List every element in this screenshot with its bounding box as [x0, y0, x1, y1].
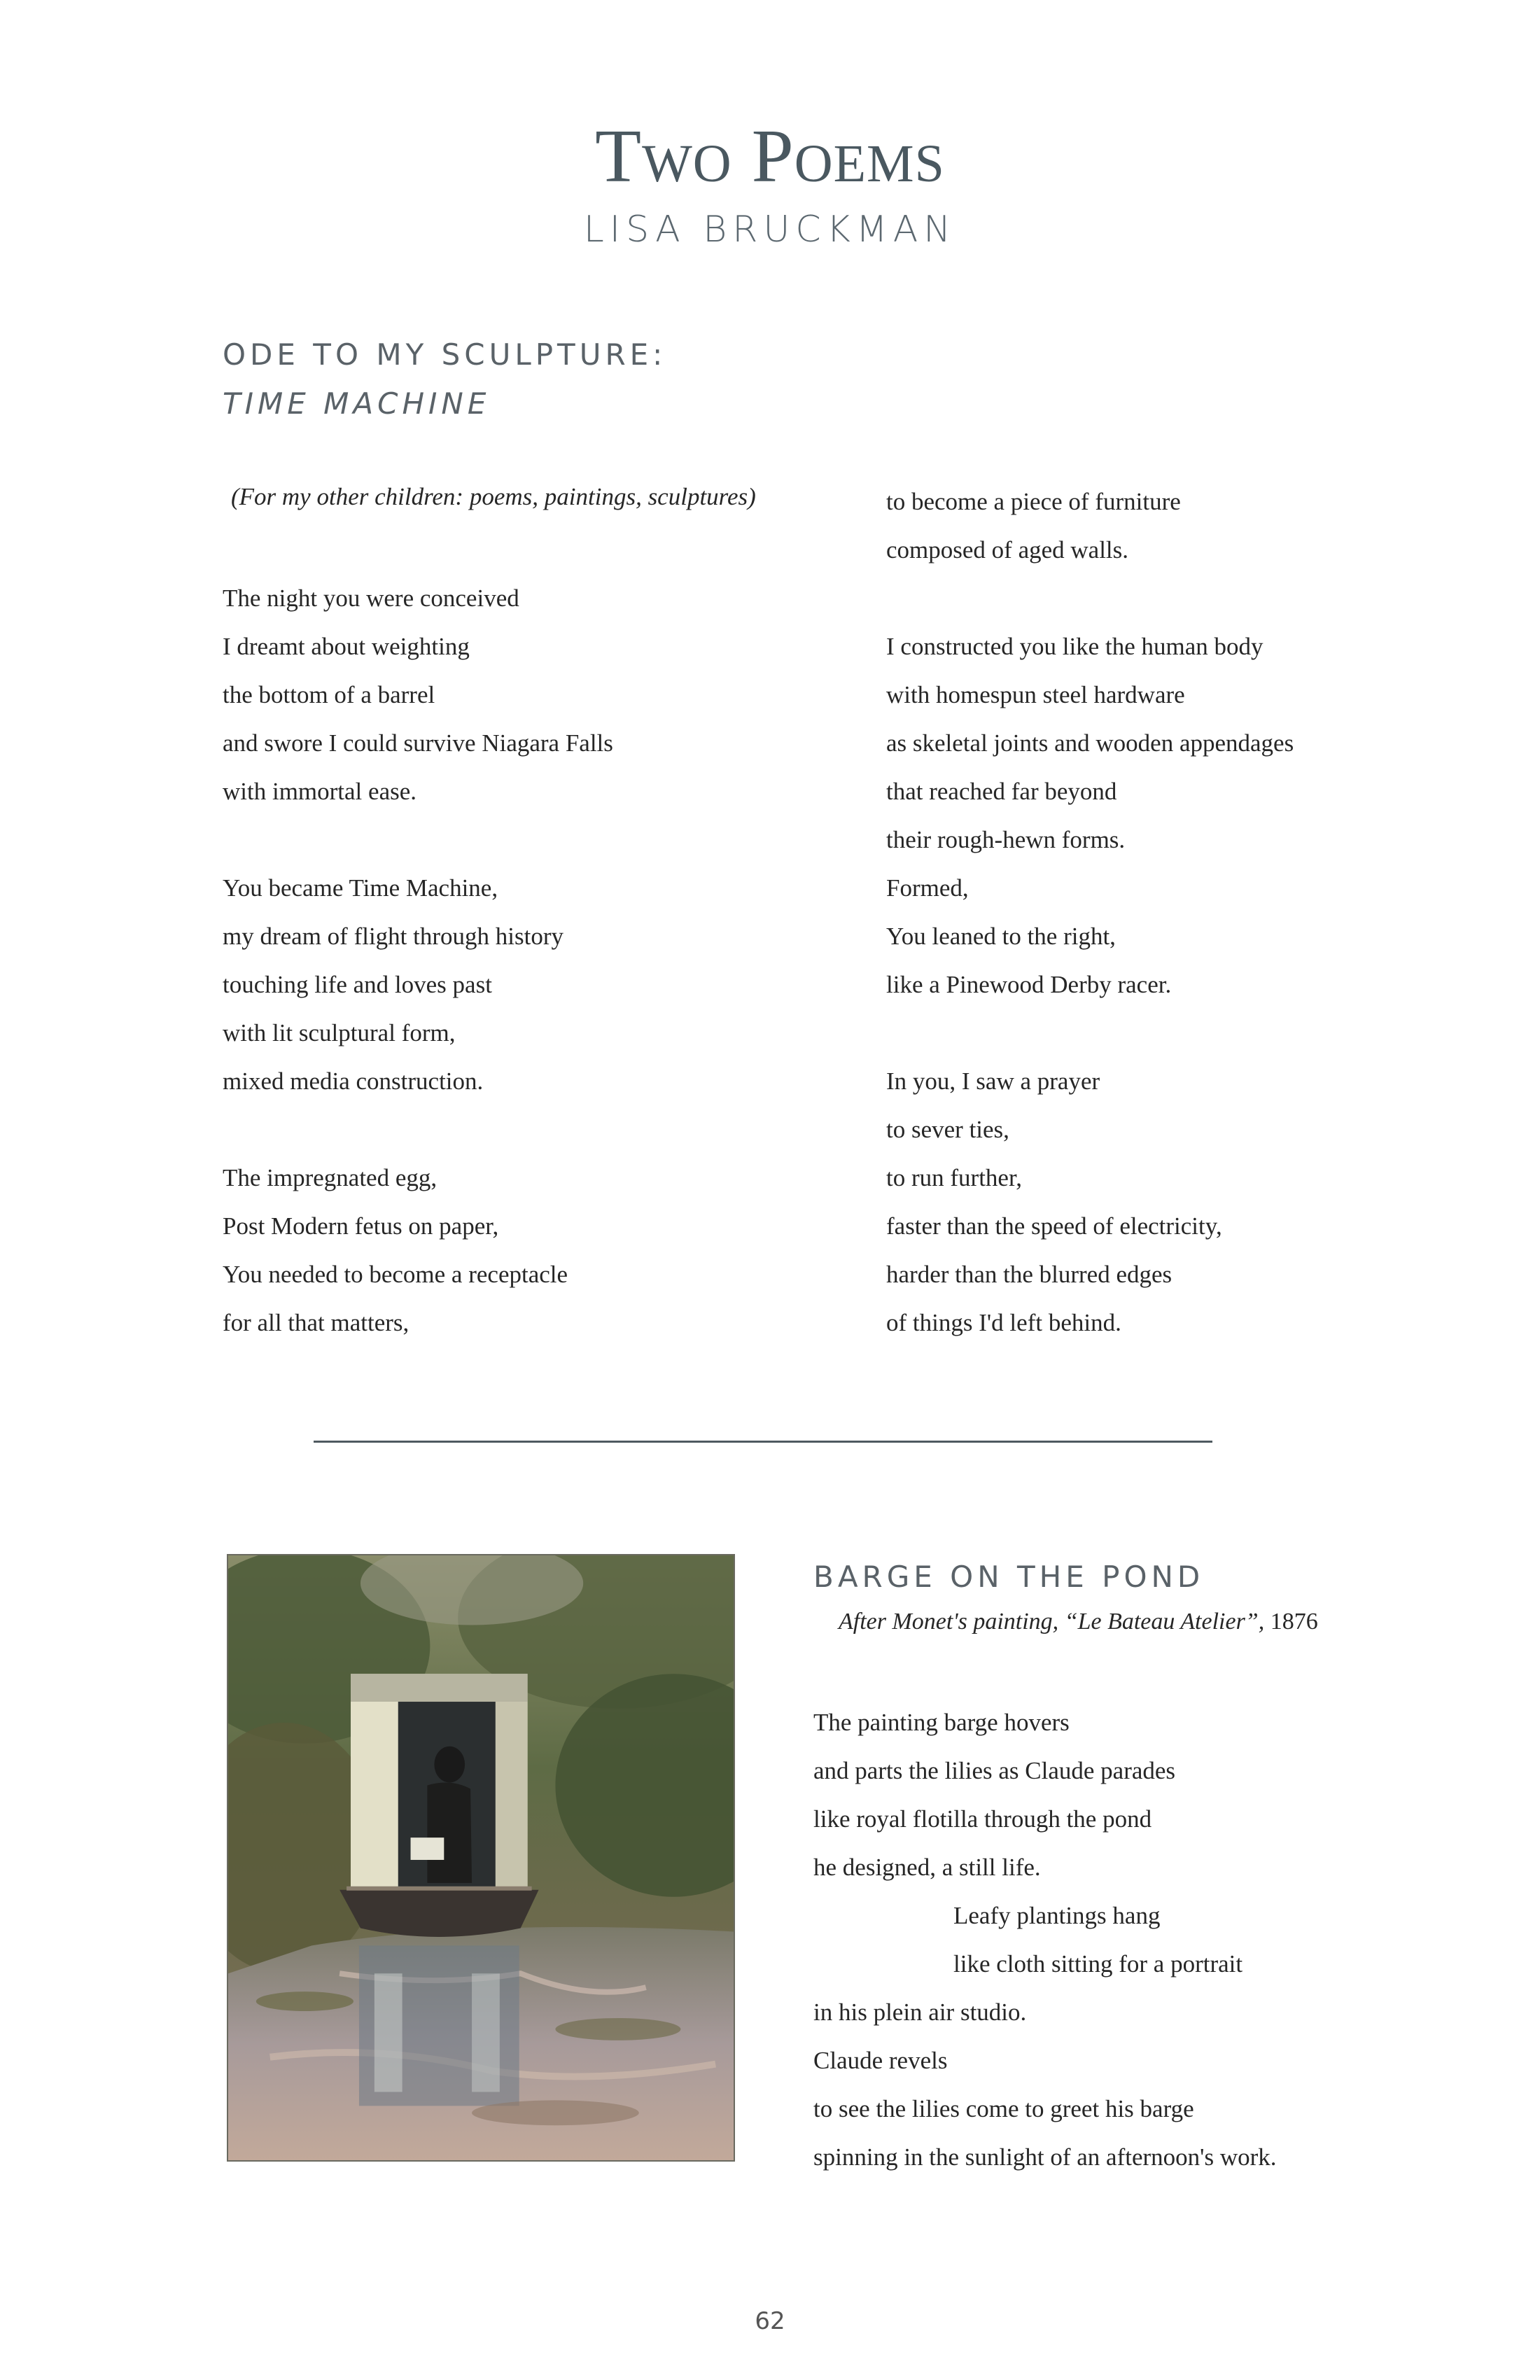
poem-line: their rough-hewn forms. [886, 826, 1126, 853]
page-number: 62 [755, 2307, 785, 2335]
stanza-break [886, 574, 1294, 622]
poem-line: faster than the speed of electricity, [886, 1212, 1222, 1240]
poem-line: The night you were conceived [223, 584, 519, 612]
poem-line: You leaned to the right, [886, 923, 1116, 950]
epigraph-year: 1876 [1270, 1609, 1318, 1634]
poem-line: Leafy plantings hang [953, 1902, 1161, 1929]
poem-line: I dreamt about weighting [223, 633, 470, 660]
poem-line: to run further, [886, 1164, 1022, 1191]
poem-line: and parts the lilies as Claude parades [813, 1757, 1176, 1784]
poem-line: my dream of flight through history [223, 923, 564, 950]
poem-line: for all that matters, [223, 1309, 410, 1336]
poem-line: harder than the blurred edges [886, 1261, 1172, 1288]
poem-line: in his plein air studio. [813, 1998, 1027, 2026]
poem-line: spinning in the sunlight of an afternoon's work. [813, 2143, 1277, 2171]
poem-line: Formed, [886, 874, 969, 902]
poem-line: The painting barge hovers [813, 1709, 1070, 1736]
poem-line: In you, I saw a prayer [886, 1068, 1100, 1095]
poem-line: to sever ties, [886, 1116, 1009, 1143]
poem1-title-line1: ODE TO MY SCULPTURE: [223, 337, 667, 372]
poem2-title: BARGE ON THE POND [813, 1560, 1205, 1594]
poem1-title-line2: TIME MACHINE [223, 386, 491, 421]
poem-line: like royal flotilla through the pond [813, 1805, 1152, 1833]
poem-line: to see the lilies come to greet his barge [813, 2095, 1194, 2122]
poem-line: with immortal ease. [223, 778, 417, 805]
stanza-break [886, 1009, 1294, 1057]
poem1-right-column [886, 477, 1294, 1347]
poem-line: he designed, a still life. [813, 1854, 1041, 1881]
poem-line: like cloth sitting for a portrait [953, 1950, 1243, 1977]
poem-line: The impregnated egg, [223, 1164, 438, 1191]
poem-line: as skeletal joints and wooden appendages [886, 729, 1294, 757]
poem-line: mixed media construction. [223, 1068, 484, 1095]
page-title: Two Poems [595, 115, 945, 198]
poem1-dedication: (For my other children: poems, paintings, sculptures) [231, 483, 756, 510]
poem-line: with lit sculptural form, [223, 1019, 456, 1046]
poem-line: with homespun steel hardware [886, 681, 1185, 708]
monet-painting-image [227, 1554, 735, 2162]
author-name: LISA BRUCKMAN [583, 209, 957, 251]
stanza-break [223, 816, 613, 864]
poem-line: like a Pinewood Derby racer. [886, 971, 1172, 998]
painting-illustration [228, 1555, 734, 2160]
poem-line: the bottom of a barrel [223, 681, 435, 708]
poem2-lines [813, 1698, 1277, 2181]
poem-line: Post Modern fetus on paper, [223, 1212, 499, 1240]
poem-line: composed of aged walls. [886, 536, 1129, 564]
poem-line: I constructed you like the human body [886, 633, 1264, 660]
poem-line: and swore I could survive Niagara Falls [223, 729, 613, 757]
poem1-left-column [223, 574, 613, 1347]
stanza-break [223, 1105, 613, 1154]
poem-line: You became Time Machine, [223, 874, 498, 902]
poem2-epigraph [839, 1609, 1318, 1635]
section-divider [314, 1441, 1212, 1443]
poem-line: to become a piece of furniture [886, 488, 1181, 515]
poem-line: of things I'd left behind. [886, 1309, 1121, 1336]
poem-line: You needed to become a receptacle [223, 1261, 568, 1288]
poem-line: Claude revels [813, 2047, 948, 2074]
poem-line: that reached far beyond [886, 778, 1117, 805]
epigraph-text: After Monet's painting, “Le Bateau Atelier”, [839, 1609, 1265, 1634]
poem-line: touching life and loves past [223, 971, 492, 998]
